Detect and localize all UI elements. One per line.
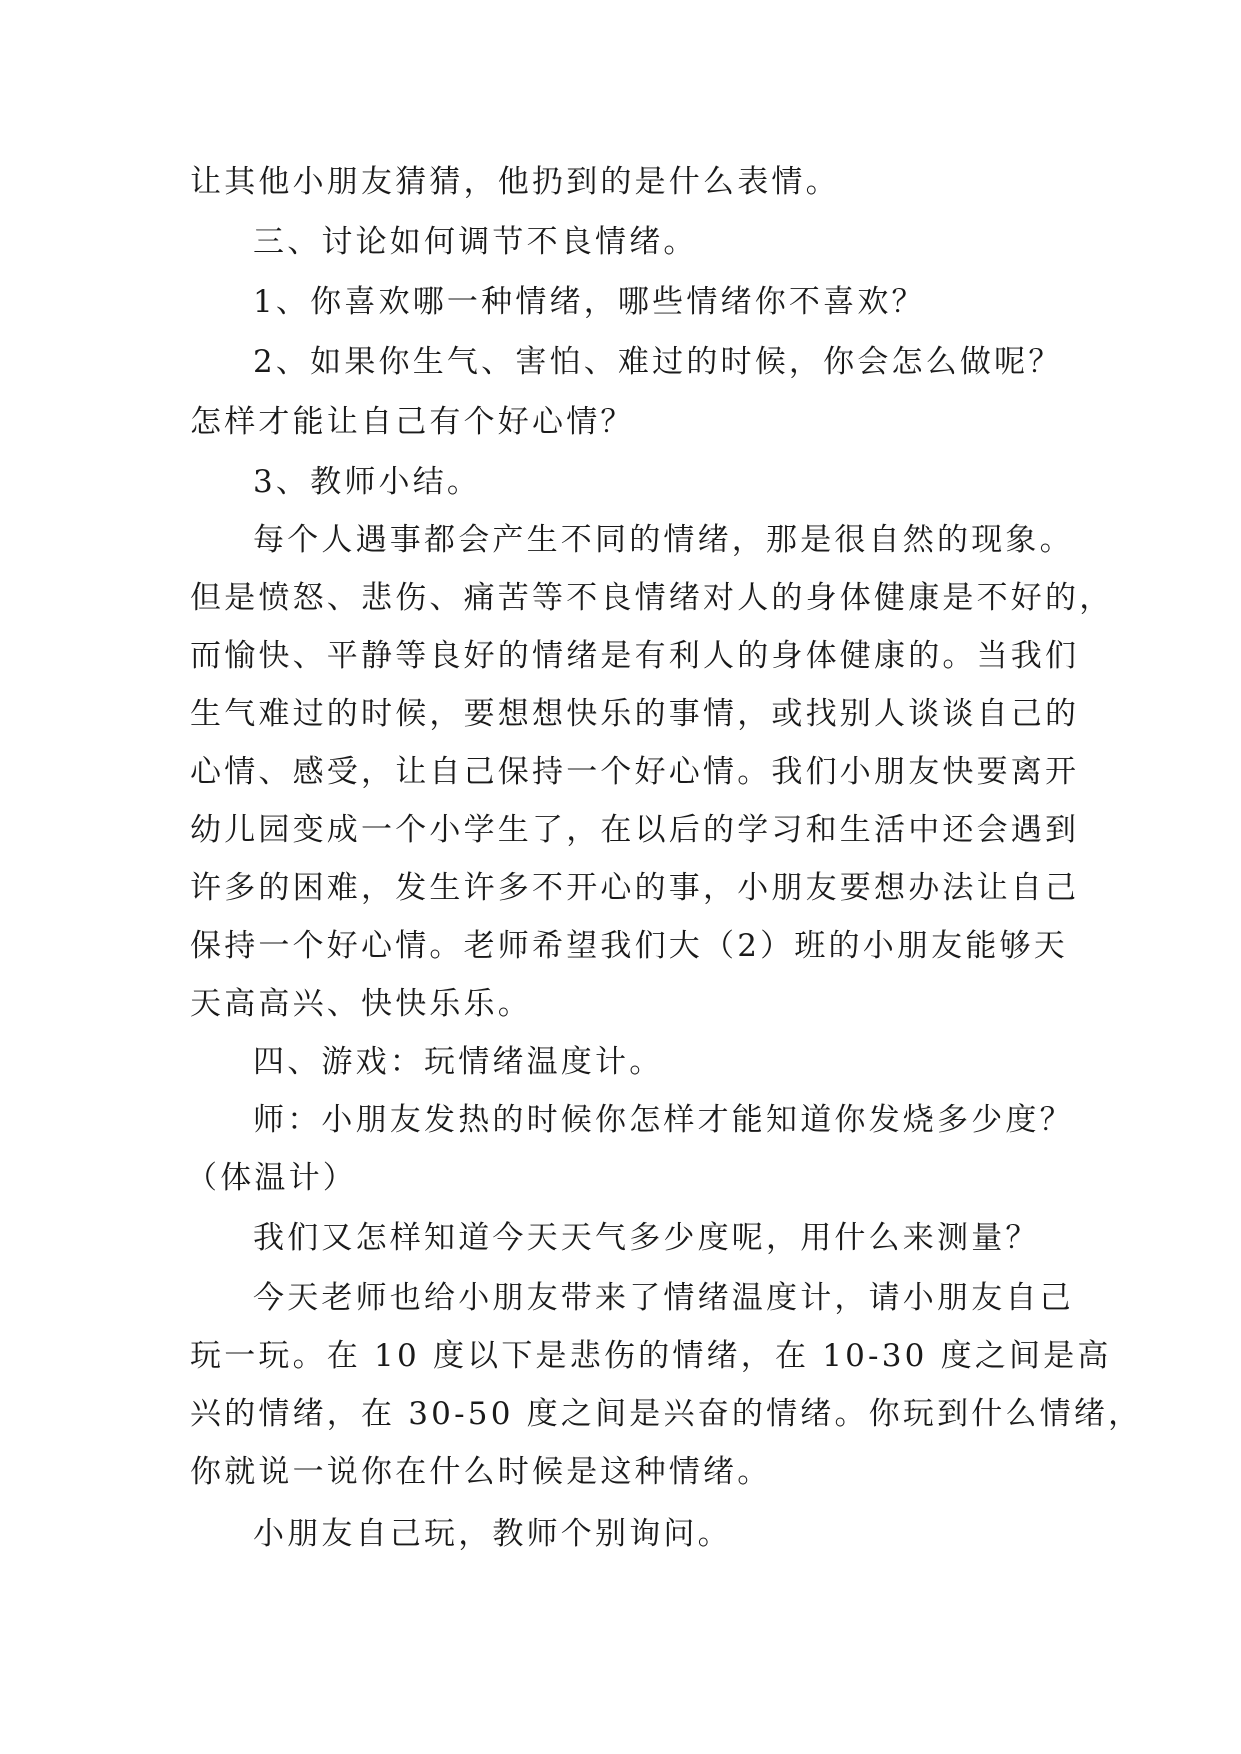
text-line-1: 让其他小朋友猜猜，他扔到的是什么表情。 (190, 164, 840, 200)
text-line-13: 许多的困难，发生许多不开心的事，小朋友要想办法让自己 (190, 870, 1080, 906)
text-line-24: 小朋友自己玩，教师个别询问。 (253, 1516, 732, 1552)
text-line-5: 怎样才能让自己有个好心情？ (190, 404, 635, 440)
text-line-9: 而愉快、平静等良好的情绪是有利人的身体健康的。当我们 (190, 638, 1080, 674)
text-line-19: 我们又怎样知道今天天气多少度呢，用什么来测量？ (253, 1220, 1040, 1256)
text-line-7: 每个人遇事都会产生不同的情绪，那是很自然的现象。 (253, 522, 1074, 558)
text-line-22: 兴的情绪，在 30-50 度之间是兴奋的情绪。你玩到什么情绪， (190, 1396, 1143, 1432)
text-line-8: 但是愤怒、悲伤、痛苦等不良情绪对人的身体健康是不好的， (190, 580, 1114, 616)
text-line-20: 今天老师也给小朋友带来了情绪温度计，请小朋友自己 (253, 1280, 1074, 1316)
text-line-3: 1、你喜欢哪一种情绪，哪些情绪你不喜欢？ (253, 284, 926, 320)
text-line-14: 保持一个好心情。老师希望我们大（2）班的小朋友能够天 (190, 928, 1068, 964)
text-line-11: 心情、感受，让自己保持一个好心情。我们小朋友快要离开 (190, 754, 1080, 790)
text-line-17: 师：小朋友发热的时候你怎样才能知道你发烧多少度？ (253, 1102, 1074, 1138)
text-line-18: （体温计） (186, 1160, 357, 1196)
text-line-12: 幼儿园变成一个小学生了，在以后的学习和生活中还会遇到 (190, 812, 1080, 848)
section-heading-4: 四、游戏：玩情绪温度计。 (253, 1044, 664, 1080)
section-heading-3: 三、讨论如何调节不良情绪。 (253, 224, 698, 260)
text-line-10: 生气难过的时候，要想想快乐的事情，或找别人谈谈自己的 (190, 696, 1080, 732)
text-line-21: 玩一玩。在 10 度以下是悲伤的情绪，在 10-30 度之间是高 (190, 1338, 1112, 1374)
text-line-15: 天高高兴、快快乐乐。 (190, 986, 532, 1022)
text-line-4: 2、如果你生气、害怕、难过的时候，你会怎么做呢？ (253, 344, 1063, 380)
text-line-6: 3、教师小结。 (253, 464, 482, 500)
text-line-23: 你就说一说你在什么时候是这种情绪。 (190, 1454, 772, 1490)
